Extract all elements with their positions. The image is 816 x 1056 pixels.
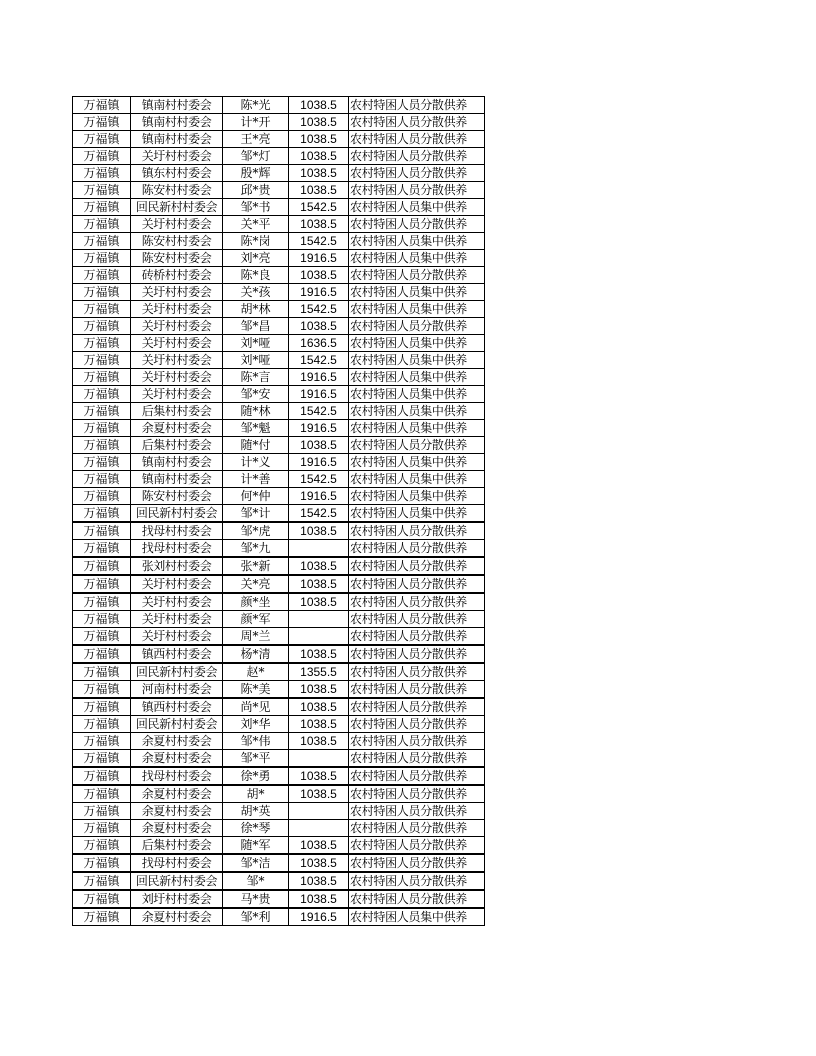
table-row xyxy=(73,437,485,454)
village-cell: 刘圩村村委会 xyxy=(131,890,223,908)
table-row xyxy=(73,403,485,420)
table-row xyxy=(73,114,485,131)
village-cell: 关圩村村委会 xyxy=(131,369,223,386)
table-row xyxy=(73,820,485,837)
village-cell: 余夏村村委会 xyxy=(131,733,223,750)
name-cell: 邹*伟 xyxy=(223,733,289,750)
amount-cell: 1038.5 xyxy=(289,522,349,540)
town-cell: 万福镇 xyxy=(73,471,131,488)
town-cell: 万福镇 xyxy=(73,148,131,165)
amount-cell: 1038.5 xyxy=(289,97,349,114)
name-cell: 何*仲 xyxy=(223,488,289,505)
support-type-cell: 农村特困人员集中供养 xyxy=(349,420,485,437)
town-cell: 万福镇 xyxy=(73,908,131,926)
name-cell: 邹*书 xyxy=(223,199,289,216)
town-cell: 万福镇 xyxy=(73,733,131,750)
town-cell: 万福镇 xyxy=(73,611,131,628)
name-cell: 陈*言 xyxy=(223,369,289,386)
town-cell: 万福镇 xyxy=(73,420,131,437)
table-row xyxy=(73,663,485,681)
town-cell: 万福镇 xyxy=(73,318,131,335)
village-cell: 余夏村村委会 xyxy=(131,785,223,803)
name-cell: 胡*英 xyxy=(223,803,289,820)
town-cell: 万福镇 xyxy=(73,97,131,114)
support-type-cell: 农村特困人员分散供养 xyxy=(349,148,485,165)
village-cell: 回民新村村委会 xyxy=(131,199,223,216)
name-cell: 邹*九 xyxy=(223,540,289,558)
village-cell: 关圩村村委会 xyxy=(131,335,223,352)
town-cell: 万福镇 xyxy=(73,233,131,250)
amount-cell: 1038.5 xyxy=(289,437,349,454)
support-type-cell: 农村特困人员分散供养 xyxy=(349,872,485,890)
amount-cell: 1038.5 xyxy=(289,645,349,663)
village-cell: 余夏村村委会 xyxy=(131,803,223,820)
support-type-cell: 农村特困人员分散供养 xyxy=(349,267,485,284)
amount-cell: 1542.5 xyxy=(289,233,349,250)
amount-cell: 1916.5 xyxy=(289,386,349,403)
support-type-cell: 农村特困人员集中供养 xyxy=(349,454,485,471)
name-cell: 周*兰 xyxy=(223,628,289,646)
amount-cell: 1038.5 xyxy=(289,557,349,575)
name-cell: 关*亮 xyxy=(223,575,289,593)
support-type-cell: 农村特困人员集中供养 xyxy=(349,233,485,250)
amount-cell: 1038.5 xyxy=(289,854,349,872)
support-type-cell: 农村特困人员集中供养 xyxy=(349,403,485,420)
name-cell: 张*新 xyxy=(223,557,289,575)
table-row xyxy=(73,352,485,369)
town-cell: 万福镇 xyxy=(73,645,131,663)
amount-cell: 1038.5 xyxy=(289,131,349,148)
amount-cell: 1038.5 xyxy=(289,890,349,908)
town-cell: 万福镇 xyxy=(73,454,131,471)
village-cell: 镇西村村委会 xyxy=(131,645,223,663)
table-row xyxy=(73,698,485,716)
town-cell: 万福镇 xyxy=(73,663,131,681)
town-cell: 万福镇 xyxy=(73,505,131,523)
table-row xyxy=(73,505,485,523)
town-cell: 万福镇 xyxy=(73,199,131,216)
name-cell: 关*孩 xyxy=(223,284,289,301)
support-type-cell: 农村特困人员集中供养 xyxy=(349,284,485,301)
name-cell: 殷*辉 xyxy=(223,165,289,182)
town-cell: 万福镇 xyxy=(73,698,131,716)
table-row xyxy=(73,908,485,926)
town-cell: 万福镇 xyxy=(73,575,131,593)
amount-cell: 1038.5 xyxy=(289,872,349,890)
amount-cell: 1916.5 xyxy=(289,908,349,926)
table-row xyxy=(73,199,485,216)
village-cell: 镇南村村委会 xyxy=(131,471,223,488)
support-type-cell: 农村特困人员集中供养 xyxy=(349,199,485,216)
table-row xyxy=(73,611,485,628)
support-type-cell: 农村特困人员分散供养 xyxy=(349,593,485,611)
town-cell: 万福镇 xyxy=(73,369,131,386)
amount-cell: 1038.5 xyxy=(289,681,349,699)
table-row xyxy=(73,301,485,318)
amount-cell: 1355.5 xyxy=(289,663,349,681)
town-cell: 万福镇 xyxy=(73,182,131,199)
table-row xyxy=(73,837,485,855)
table-row xyxy=(73,97,485,114)
table-row xyxy=(73,233,485,250)
support-type-cell: 农村特困人员分散供养 xyxy=(349,663,485,681)
name-cell: 王*亮 xyxy=(223,131,289,148)
village-cell: 找母村村委会 xyxy=(131,522,223,540)
table-row xyxy=(73,250,485,267)
name-cell: 赵* xyxy=(223,663,289,681)
town-cell: 万福镇 xyxy=(73,785,131,803)
amount-cell xyxy=(289,803,349,820)
amount-cell xyxy=(289,820,349,837)
village-cell: 关圩村村委会 xyxy=(131,593,223,611)
support-type-cell: 农村特困人员分散供养 xyxy=(349,522,485,540)
town-cell: 万福镇 xyxy=(73,820,131,837)
support-type-cell: 农村特困人员分散供养 xyxy=(349,97,485,114)
village-cell: 陈安村村委会 xyxy=(131,488,223,505)
name-cell: 邹*平 xyxy=(223,750,289,768)
support-type-cell: 农村特困人员集中供养 xyxy=(349,908,485,926)
name-cell: 邹*洁 xyxy=(223,854,289,872)
village-cell: 关圩村村委会 xyxy=(131,301,223,318)
amount-cell: 1916.5 xyxy=(289,250,349,267)
amount-cell: 1542.5 xyxy=(289,199,349,216)
town-cell: 万福镇 xyxy=(73,872,131,890)
town-cell: 万福镇 xyxy=(73,267,131,284)
support-type-cell: 农村特困人员分散供养 xyxy=(349,557,485,575)
support-type-cell: 农村特困人员分散供养 xyxy=(349,575,485,593)
amount-cell: 1038.5 xyxy=(289,148,349,165)
support-type-cell: 农村特困人员分散供养 xyxy=(349,645,485,663)
town-cell: 万福镇 xyxy=(73,403,131,420)
town-cell: 万福镇 xyxy=(73,767,131,785)
name-cell: 计*开 xyxy=(223,114,289,131)
village-cell: 关圩村村委会 xyxy=(131,386,223,403)
name-cell: 陈*岗 xyxy=(223,233,289,250)
support-type-cell: 农村特困人员分散供养 xyxy=(349,698,485,716)
table-row xyxy=(73,785,485,803)
amount-cell: 1916.5 xyxy=(289,369,349,386)
table-row xyxy=(73,593,485,611)
support-type-cell: 农村特困人员集中供养 xyxy=(349,250,485,267)
table-row xyxy=(73,420,485,437)
name-cell: 徐*琴 xyxy=(223,820,289,837)
amount-cell: 1038.5 xyxy=(289,837,349,855)
village-cell: 回民新村村委会 xyxy=(131,663,223,681)
name-cell: 计*义 xyxy=(223,454,289,471)
support-type-cell: 农村特困人员分散供养 xyxy=(349,854,485,872)
table-row xyxy=(73,872,485,890)
amount-cell: 1038.5 xyxy=(289,593,349,611)
amount-cell xyxy=(289,750,349,768)
town-cell: 万福镇 xyxy=(73,386,131,403)
table-row xyxy=(73,335,485,352)
town-cell: 万福镇 xyxy=(73,628,131,646)
town-cell: 万福镇 xyxy=(73,890,131,908)
town-cell: 万福镇 xyxy=(73,750,131,768)
village-cell: 陈安村村委会 xyxy=(131,182,223,199)
table-row xyxy=(73,522,485,540)
town-cell: 万福镇 xyxy=(73,352,131,369)
table-row xyxy=(73,645,485,663)
village-cell: 张刘村村委会 xyxy=(131,557,223,575)
support-type-cell: 农村特困人员分散供养 xyxy=(349,803,485,820)
town-cell: 万福镇 xyxy=(73,716,131,733)
village-cell: 余夏村村委会 xyxy=(131,420,223,437)
table-row xyxy=(73,750,485,768)
table-row xyxy=(73,767,485,785)
name-cell: 杨*清 xyxy=(223,645,289,663)
table-row xyxy=(73,216,485,233)
table-row xyxy=(73,454,485,471)
amount-cell: 1038.5 xyxy=(289,165,349,182)
table-row xyxy=(73,628,485,646)
support-type-cell: 农村特困人员分散供养 xyxy=(349,837,485,855)
village-cell: 镇南村村委会 xyxy=(131,114,223,131)
village-cell: 关圩村村委会 xyxy=(131,628,223,646)
amount-cell: 1038.5 xyxy=(289,182,349,199)
name-cell: 邹*利 xyxy=(223,908,289,926)
name-cell: 陈*良 xyxy=(223,267,289,284)
village-cell: 回民新村村委会 xyxy=(131,716,223,733)
table-row xyxy=(73,557,485,575)
amount-cell: 1038.5 xyxy=(289,733,349,750)
town-cell: 万福镇 xyxy=(73,681,131,699)
table-row xyxy=(73,488,485,505)
village-cell: 找母村村委会 xyxy=(131,854,223,872)
amount-cell: 1542.5 xyxy=(289,505,349,523)
name-cell: 邹* xyxy=(223,872,289,890)
town-cell: 万福镇 xyxy=(73,837,131,855)
amount-cell: 1916.5 xyxy=(289,420,349,437)
amount-cell: 1038.5 xyxy=(289,114,349,131)
amount-cell: 1542.5 xyxy=(289,301,349,318)
support-type-cell: 农村特困人员集中供养 xyxy=(349,386,485,403)
table-row xyxy=(73,165,485,182)
village-cell: 回民新村村委会 xyxy=(131,872,223,890)
town-cell: 万福镇 xyxy=(73,165,131,182)
name-cell: 计*善 xyxy=(223,471,289,488)
town-cell: 万福镇 xyxy=(73,540,131,558)
town-cell: 万福镇 xyxy=(73,854,131,872)
support-type-cell: 农村特困人员集中供养 xyxy=(349,471,485,488)
town-cell: 万福镇 xyxy=(73,335,131,352)
amount-cell xyxy=(289,628,349,646)
support-type-cell: 农村特困人员分散供养 xyxy=(349,628,485,646)
support-type-cell: 农村特困人员分散供养 xyxy=(349,216,485,233)
support-type-cell: 农村特困人员分散供养 xyxy=(349,785,485,803)
support-type-cell: 农村特困人员分散供养 xyxy=(349,318,485,335)
town-cell: 万福镇 xyxy=(73,250,131,267)
name-cell: 随*付 xyxy=(223,437,289,454)
village-cell: 河南村村委会 xyxy=(131,681,223,699)
village-cell: 余夏村村委会 xyxy=(131,820,223,837)
amount-cell: 1916.5 xyxy=(289,284,349,301)
table-row xyxy=(73,733,485,750)
village-cell: 镇东村村委会 xyxy=(131,165,223,182)
support-type-cell: 农村特困人员分散供养 xyxy=(349,767,485,785)
support-type-cell: 农村特困人员集中供养 xyxy=(349,335,485,352)
name-cell: 随*林 xyxy=(223,403,289,420)
name-cell: 徐*勇 xyxy=(223,767,289,785)
amount-cell: 1916.5 xyxy=(289,454,349,471)
name-cell: 颜*坐 xyxy=(223,593,289,611)
name-cell: 邹*魁 xyxy=(223,420,289,437)
name-cell: 邱*贵 xyxy=(223,182,289,199)
amount-cell: 1038.5 xyxy=(289,575,349,593)
village-cell: 镇南村村委会 xyxy=(131,454,223,471)
amount-cell: 1038.5 xyxy=(289,785,349,803)
name-cell: 关*平 xyxy=(223,216,289,233)
village-cell: 陈安村村委会 xyxy=(131,233,223,250)
town-cell: 万福镇 xyxy=(73,437,131,454)
village-cell: 余夏村村委会 xyxy=(131,750,223,768)
table-row xyxy=(73,540,485,558)
village-cell: 关圩村村委会 xyxy=(131,318,223,335)
town-cell: 万福镇 xyxy=(73,216,131,233)
support-type-cell: 农村特困人员分散供养 xyxy=(349,437,485,454)
support-type-cell: 农村特困人员分散供养 xyxy=(349,750,485,768)
village-cell: 关圩村村委会 xyxy=(131,575,223,593)
name-cell: 陈*美 xyxy=(223,681,289,699)
amount-cell: 1038.5 xyxy=(289,318,349,335)
town-cell: 万福镇 xyxy=(73,557,131,575)
table-row xyxy=(73,386,485,403)
village-cell: 关圩村村委会 xyxy=(131,352,223,369)
town-cell: 万福镇 xyxy=(73,522,131,540)
name-cell: 邹*计 xyxy=(223,505,289,523)
support-type-cell: 农村特困人员分散供养 xyxy=(349,131,485,148)
name-cell: 尚*见 xyxy=(223,698,289,716)
table-row xyxy=(73,471,485,488)
name-cell: 邹*安 xyxy=(223,386,289,403)
table-row xyxy=(73,267,485,284)
support-type-cell: 农村特困人员集中供养 xyxy=(349,488,485,505)
village-cell: 余夏村村委会 xyxy=(131,908,223,926)
table-row xyxy=(73,854,485,872)
table-row xyxy=(73,318,485,335)
support-type-cell: 农村特困人员分散供养 xyxy=(349,114,485,131)
support-type-cell: 农村特困人员集中供养 xyxy=(349,301,485,318)
table-row xyxy=(73,284,485,301)
name-cell: 邹*灯 xyxy=(223,148,289,165)
table-row xyxy=(73,716,485,733)
name-cell: 刘*哑 xyxy=(223,335,289,352)
table-row xyxy=(73,575,485,593)
table-row xyxy=(73,131,485,148)
amount-cell: 1542.5 xyxy=(289,471,349,488)
name-cell: 胡*林 xyxy=(223,301,289,318)
name-cell: 马*贵 xyxy=(223,890,289,908)
relief-roster-table xyxy=(72,96,485,926)
support-type-cell: 农村特困人员集中供养 xyxy=(349,352,485,369)
name-cell: 胡* xyxy=(223,785,289,803)
name-cell: 颜*军 xyxy=(223,611,289,628)
town-cell: 万福镇 xyxy=(73,593,131,611)
village-cell: 关圩村村委会 xyxy=(131,611,223,628)
amount-cell: 1542.5 xyxy=(289,352,349,369)
name-cell: 陈*光 xyxy=(223,97,289,114)
name-cell: 邹*昌 xyxy=(223,318,289,335)
village-cell: 关圩村村委会 xyxy=(131,284,223,301)
village-cell: 关圩村村委会 xyxy=(131,148,223,165)
town-cell: 万福镇 xyxy=(73,488,131,505)
table-row xyxy=(73,681,485,699)
support-type-cell: 农村特困人员分散供养 xyxy=(349,182,485,199)
village-cell: 回民新村村委会 xyxy=(131,505,223,523)
table-row xyxy=(73,803,485,820)
village-cell: 后集村村委会 xyxy=(131,403,223,420)
name-cell: 随*军 xyxy=(223,837,289,855)
amount-cell: 1542.5 xyxy=(289,403,349,420)
support-type-cell: 农村特困人员分散供养 xyxy=(349,540,485,558)
amount-cell: 1038.5 xyxy=(289,698,349,716)
village-cell: 镇西村村委会 xyxy=(131,698,223,716)
village-cell: 砖桥村村委会 xyxy=(131,267,223,284)
support-type-cell: 农村特困人员分散供养 xyxy=(349,820,485,837)
amount-cell: 1038.5 xyxy=(289,267,349,284)
amount-cell: 1038.5 xyxy=(289,716,349,733)
town-cell: 万福镇 xyxy=(73,301,131,318)
amount-cell: 1038.5 xyxy=(289,216,349,233)
support-type-cell: 农村特困人员分散供养 xyxy=(349,611,485,628)
village-cell: 后集村村委会 xyxy=(131,437,223,454)
name-cell: 刘*亮 xyxy=(223,250,289,267)
village-cell: 关圩村村委会 xyxy=(131,216,223,233)
table-row xyxy=(73,369,485,386)
amount-cell xyxy=(289,611,349,628)
town-cell: 万福镇 xyxy=(73,803,131,820)
relief-roster-body xyxy=(73,97,485,926)
support-type-cell: 农村特困人员集中供养 xyxy=(349,369,485,386)
amount-cell xyxy=(289,540,349,558)
village-cell: 找母村村委会 xyxy=(131,767,223,785)
name-cell: 刘*华 xyxy=(223,716,289,733)
support-type-cell: 农村特困人员分散供养 xyxy=(349,890,485,908)
support-type-cell: 农村特困人员分散供养 xyxy=(349,681,485,699)
support-type-cell: 农村特困人员分散供养 xyxy=(349,716,485,733)
amount-cell: 1038.5 xyxy=(289,767,349,785)
support-type-cell: 农村特困人员分散供养 xyxy=(349,733,485,750)
village-cell: 陈安村村委会 xyxy=(131,250,223,267)
village-cell: 镇南村村委会 xyxy=(131,97,223,114)
town-cell: 万福镇 xyxy=(73,114,131,131)
amount-cell: 1916.5 xyxy=(289,488,349,505)
town-cell: 万福镇 xyxy=(73,284,131,301)
amount-cell: 1636.5 xyxy=(289,335,349,352)
support-type-cell: 农村特困人员集中供养 xyxy=(349,505,485,523)
table-row xyxy=(73,890,485,908)
name-cell: 邹*虎 xyxy=(223,522,289,540)
table-row xyxy=(73,148,485,165)
village-cell: 找母村村委会 xyxy=(131,540,223,558)
town-cell: 万福镇 xyxy=(73,131,131,148)
table-row xyxy=(73,182,485,199)
village-cell: 镇南村村委会 xyxy=(131,131,223,148)
village-cell: 后集村村委会 xyxy=(131,837,223,855)
name-cell: 刘*哑 xyxy=(223,352,289,369)
support-type-cell: 农村特困人员分散供养 xyxy=(349,165,485,182)
